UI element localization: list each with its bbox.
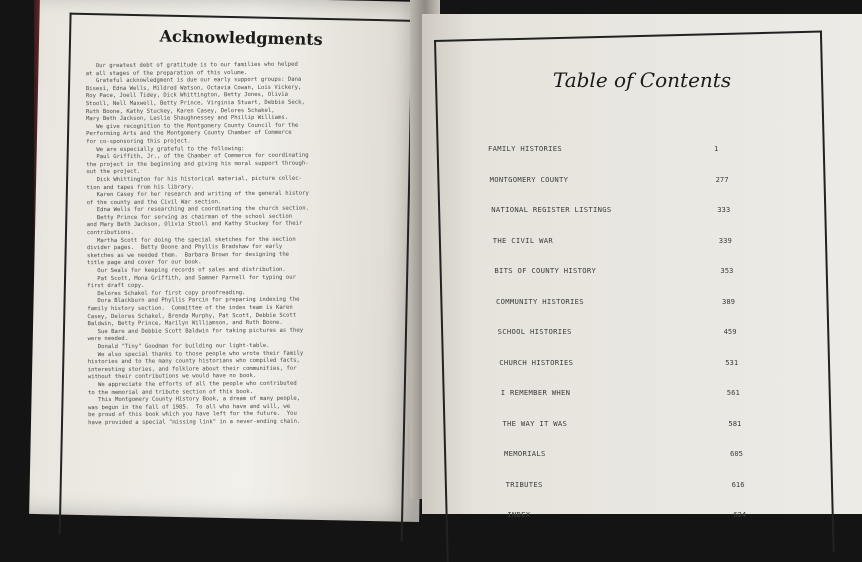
- toc-entry-title: THE CIVIL WAR: [492, 235, 553, 245]
- acknowledgments-page: [29, 0, 430, 522]
- toc-entry-page: 616: [731, 479, 745, 489]
- toc-entry-page: 581: [728, 418, 742, 428]
- toc-entry: [504, 449, 784, 461]
- toc-entry-title: CHURCH HISTORIES: [499, 357, 574, 367]
- toc-entry-page: 605: [730, 449, 743, 458]
- toc-entry-page: 389: [722, 296, 735, 306]
- toc-entry: [498, 327, 778, 339]
- toc-entry-page: 353: [720, 266, 734, 275]
- left-page-border: [59, 13, 414, 542]
- toc-entry-title: BITS OF COUNTY HISTORY: [494, 266, 597, 275]
- toc-entry: [491, 205, 771, 217]
- toc-entry: [494, 266, 774, 278]
- table-of-contents-title: Table of Contents: [552, 68, 732, 92]
- toc-entry: [506, 480, 786, 492]
- toc-entry-page: 624: [733, 510, 747, 519]
- toc-entry: [499, 358, 779, 370]
- toc-entry-title: MEMORIALS: [504, 449, 546, 458]
- table-of-contents-page: [422, 14, 862, 519]
- acknowledgments-title: Acknowledgments: [159, 26, 323, 49]
- toc-entry-title: COMMUNITY HISTORIES: [496, 296, 584, 306]
- toc-entry: [490, 175, 770, 187]
- toc-entry-title: FAMILY HISTORIES: [488, 144, 563, 153]
- toc-entry-title: SCHOOL HISTORIES: [497, 327, 572, 336]
- toc-entry-page: 333: [717, 205, 731, 214]
- toc-entry-page: 339: [718, 235, 732, 245]
- toc-entry: [488, 144, 768, 156]
- toc-entry-title: TRIBUTES: [505, 479, 543, 489]
- acknowledgments-text: Our greatest debt of gratitude is to our families who helped at all stages of the preparation of this volume. Grateful acknowledgment is due our early support groups: Dana Bisesi, Edna Wells, Mildred Watson, Octavia Cowan, Lois Vickery, Roy Pace, Joell Tidey, Dick Whittington, Betty Jones, Olivia Stooll, Nell Maxwell, Betty Prince, Virginia Stuart, Debbie Seck, Ruth Boone, Kathy Stuckey, Karen Casey, Delores Schakel, Mary Beth Jackson, Leslie Shaughnessey and Phillip Williams. We give recognition to the Montgomery County Council for the Performing Arts and the Montgomery County Chamber of Commerce for co-sponsoring this project. We are especially grateful to the following: Paul Griffith, Jr., of the Chamber of Commerce for coordinating the project in the beginning and giving his moral support through- out the project. Dick Whittington for his historical material, picture collec- tion and tapes from his library. Karen Casey for her research and writing of the general history of the county and the Civil War section. Edna Wells for researching and coordinating the church section. Betty Prince for serving as chairman of the school section and Mary Beth Jackson, Olivia Stooll and Kathy Stuckey for their contributions. Martha Scott for doing the special sketches for the section divider pages. Betty Boone and Phyllis Bradshaw for early sketches as we needed them. Barbara Brown for designing the title page and cover for our book. Our Seals for keeping records of sales and distribution. Pat Scott, Mona Griffith, and Sammer Parnell for typing our first draft copy. Delores Schakel for first copy proofreading. Dora Blackburn and Phyllis Parcin for preparing indexing the family history section. Committee of the index team is Karen Casey, Delores Schakel, Brenda Murphy, Pat Scott, Debbie Scott Baldwin, Betty Prince, Marilyn Williamson, and Ruth Boone. Sue Bare and Debbie Scott Baldwin for taking pictures as they were needed. Donald "Tiny" Goodman for building our light-table. We also special thanks to those people who wrote their family histories and to the many county historians who compiled facts, interesting stories, and folklore about their communities, for without their contributions we would have no book. We appreciate the efforts of all the people who contributed to the memorial and tribute section of this book. This Montgomery County History Book, a dream of many people, was begun in the fall of 1985. To all who have and will, we be proud of this book which you have left for the future. You have provided a special "missing link" in a never-ending chain.: [75, 61, 309, 427]
- toc-entry: [507, 510, 787, 522]
- toc-entry: [496, 297, 776, 309]
- toc-entry-title: INDEX: [507, 510, 531, 519]
- toc-entry: [493, 236, 773, 248]
- toc-entry-title: MONTGOMERY COUNTY: [489, 174, 569, 184]
- toc-entry-page: 459: [723, 327, 737, 336]
- toc-entry-title: THE WAY IT WAS: [502, 418, 568, 428]
- toc-entry-page: 277: [715, 174, 729, 184]
- toc-entry: [502, 419, 782, 431]
- toc-entry-title: I REMEMBER WHEN: [500, 388, 571, 397]
- toc-entry-page: 561: [726, 388, 740, 397]
- toc-entry-title: NATIONAL REGISTER LISTINGS: [491, 205, 612, 214]
- toc-entry-page: 531: [725, 357, 739, 367]
- toc-entry: [501, 388, 781, 400]
- toc-entry-page: 1: [714, 144, 719, 153]
